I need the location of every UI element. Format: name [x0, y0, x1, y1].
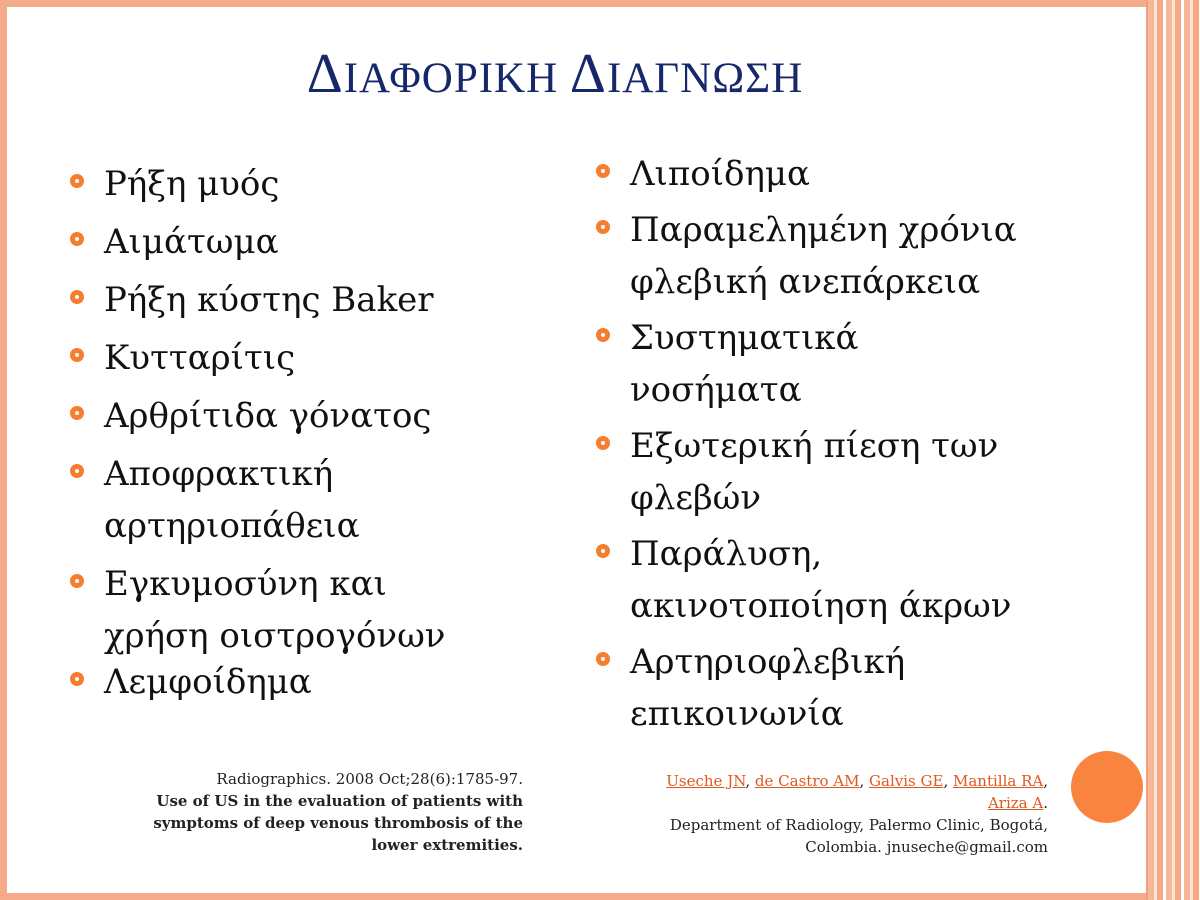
author-link[interactable]: de Castro AM — [754, 772, 860, 790]
right-bullet-list — [630, 148, 1080, 744]
list-item-text: Αρθρίτιδα γόνατος — [104, 396, 432, 436]
title-initial-1: Δ — [306, 43, 344, 105]
decorative-stripes — [1148, 0, 1200, 900]
bullet-icon — [70, 174, 84, 188]
list-item — [630, 636, 1080, 740]
bullet-icon — [596, 436, 610, 450]
bullet-icon — [596, 544, 610, 558]
list-item-text-continued: επικοινωνία — [630, 694, 844, 734]
list-item-text: Αποφρακτική — [104, 454, 334, 494]
bullet-icon — [70, 406, 84, 420]
list-item-text-continued: αρτηριοπάθεια — [104, 506, 360, 546]
author-link[interactable]: Useche JN — [666, 772, 746, 790]
list-item — [104, 558, 574, 662]
list-item-text: Παράλυση, — [630, 534, 823, 574]
decorative-circle — [1071, 751, 1143, 823]
list-item-text-continued: νοσήματα — [630, 370, 802, 410]
list-item-text: Αρτηριοφλεβική — [630, 642, 906, 682]
list-item — [630, 148, 1080, 200]
bullet-icon — [70, 290, 84, 304]
list-item-text: Λεμφοίδημα — [104, 662, 312, 702]
title-initial-2: Δ — [569, 43, 607, 105]
bullet-icon — [596, 164, 610, 178]
bullet-icon — [70, 464, 84, 478]
author-link[interactable]: Galvis GE — [869, 772, 944, 790]
left-bullet-list — [104, 158, 574, 714]
author-link[interactable]: Ariza A — [987, 794, 1044, 812]
decorative-divider — [1146, 0, 1148, 900]
reference-title-line: lower extremities. — [371, 836, 523, 854]
list-item-text: Εγκυμοσύνη και — [104, 564, 387, 604]
reference-title-line: Use of US in the evaluation of patients with — [156, 792, 523, 810]
reference-authors-continued: Ariza A. — [987, 794, 1048, 812]
list-item-text-continued: φλεβών — [630, 478, 762, 518]
list-item — [104, 656, 574, 708]
reference-left — [100, 768, 523, 856]
title-word-2: ΙΑΓΝΩΣΗ — [606, 55, 804, 102]
list-item-text: Λιποίδημα — [630, 154, 810, 194]
list-item — [104, 390, 574, 442]
slide-title — [0, 42, 1110, 106]
reference-affiliation-line: Department of Radiology, Palermo Clinic, Bogotá, — [669, 816, 1048, 834]
bullet-icon — [596, 220, 610, 234]
author-link[interactable]: Mantilla RA — [952, 772, 1044, 790]
list-item — [630, 528, 1080, 632]
bullet-icon — [70, 574, 84, 588]
list-item-text: Ρήξη κύστης Baker — [104, 280, 434, 320]
list-item-text: Κυτταρίτις — [104, 338, 296, 378]
list-item — [104, 332, 574, 384]
bullet-icon — [596, 652, 610, 666]
list-item-text: Ρήξη μυός — [104, 164, 280, 204]
reference-title-line: symptoms of deep venous thrombosis of the — [153, 814, 523, 832]
list-item-text-continued: ακινοτοποίηση άκρων — [630, 586, 1012, 626]
reference-authors: Useche JN, de Castro AM, Galvis GE, Mantilla RA, — [666, 772, 1048, 790]
bullet-icon — [70, 348, 84, 362]
list-item-text-continued: χρήση οιστρογόνων — [104, 616, 446, 656]
bullet-icon — [596, 328, 610, 342]
bullet-icon — [70, 232, 84, 246]
reference-right — [580, 770, 1048, 858]
list-item-text: Εξωτερική πίεση των — [630, 426, 999, 466]
bullet-icon — [70, 672, 84, 686]
list-item — [104, 448, 574, 552]
list-item — [630, 204, 1080, 308]
list-item-text-continued: φλεβική ανεπάρκεια — [630, 262, 981, 302]
list-item — [630, 420, 1080, 524]
reference-affiliation-line: Colombia. jnuseche@gmail.com — [805, 838, 1048, 856]
reference-citation: Radiographics. 2008 Oct;28(6):1785-97. — [216, 770, 523, 788]
list-item — [104, 216, 574, 268]
title-word-1: ΙΑΦΟΡΙΚΗ — [343, 55, 570, 102]
list-item-text: Παραμελημένη χρόνια — [630, 210, 1017, 250]
list-item-text: Αιμάτωμα — [104, 222, 279, 262]
list-item — [630, 312, 1080, 416]
list-item — [104, 158, 574, 210]
list-item-text: Συστηματικά — [630, 318, 859, 358]
list-item — [104, 274, 574, 326]
